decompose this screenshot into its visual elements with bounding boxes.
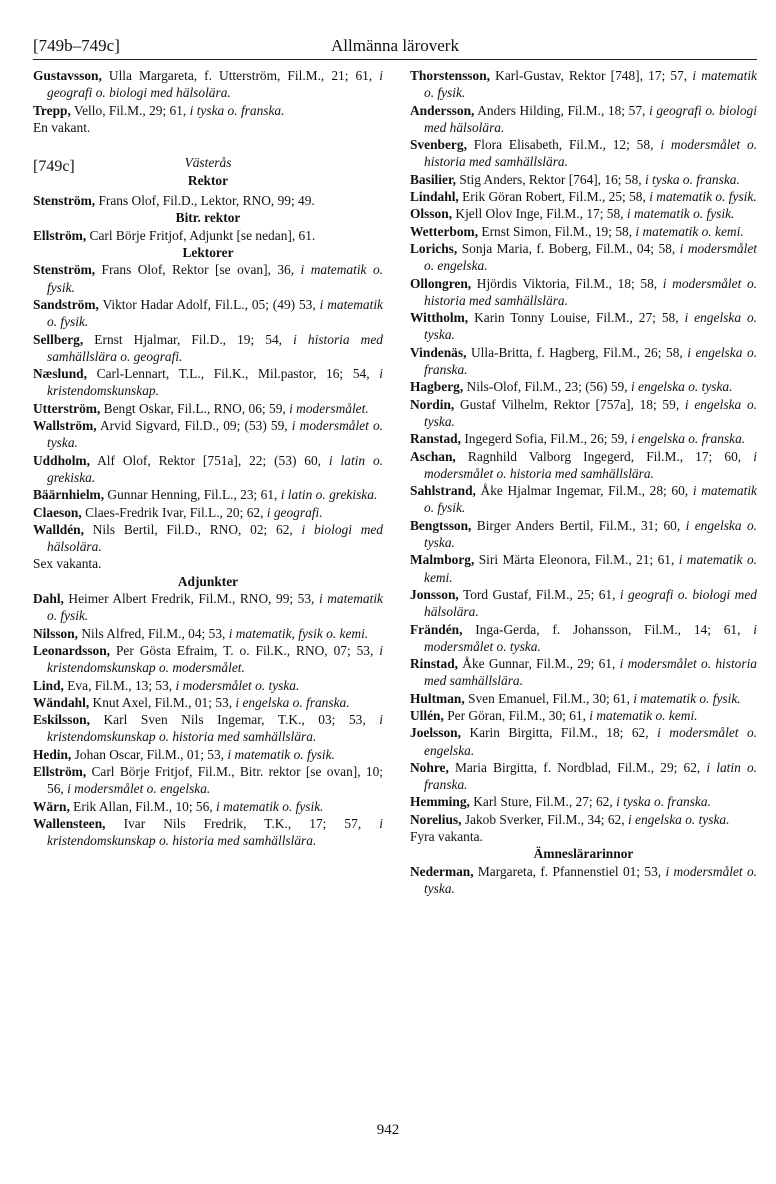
- staff-subjects: i matematik o. fysik.: [47, 262, 383, 295]
- staff-entry: [33, 227, 383, 244]
- staff-subjects: i engelska o. tyska.: [424, 310, 757, 343]
- staff-details: Siri Märta Eleonora, Fil.M., 21; 61,: [474, 552, 679, 568]
- staff-details: Knut Axel, Fil.M., 01; 53,: [89, 694, 236, 710]
- staff-entry: [410, 863, 757, 898]
- vacancy-note: En vakant.: [33, 119, 91, 135]
- staff-subjects: i engelska o. franska.: [424, 344, 757, 378]
- staff-name: Nilsson,: [33, 625, 79, 641]
- staff-name: Rinstad,: [410, 656, 458, 672]
- staff-details: Tord Gustaf, Fil.M., 25; 61,: [458, 586, 620, 602]
- staff-details: Claes-Fredrik Ivar, Fil.L., 20; 62,: [81, 504, 267, 520]
- vacancy-note: Fyra vakanta.: [410, 829, 483, 845]
- staff-entry: [410, 102, 757, 137]
- adjunkter-heading: Adjunkter: [177, 573, 239, 589]
- staff-subjects: i engelska o. tyska.: [424, 396, 757, 429]
- staff-details: Sven Emanuel, Fil.M., 30; 61,: [464, 690, 634, 706]
- staff-name: Næslund,: [33, 366, 87, 382]
- staff-subjects: i modersmålet o. tyska.: [47, 418, 383, 451]
- staff-subjects: i engelska o. tyska.: [630, 379, 733, 395]
- staff-details: Karin Tonny Louise, Fil.M., 27; 58,: [468, 310, 685, 326]
- staff-subjects: i engelska o. franska.: [235, 694, 350, 710]
- staff-subjects: i matematik o. kemi.: [424, 552, 757, 585]
- staff-subjects: i engelska o. tyska.: [424, 517, 757, 551]
- staff-details: Hjördis Viktoria, Fil.M., 18; 58,: [471, 275, 663, 291]
- staff-entry: [33, 452, 383, 487]
- staff-subjects: i engelska o. franska.: [630, 431, 746, 447]
- staff-entry: [410, 811, 757, 828]
- staff-subjects: i kristendomskunskap o. historia med samhällslära.: [47, 815, 383, 849]
- staff-name: Norelius,: [410, 811, 462, 827]
- staff-subjects: i historia med samhällslära o. geografi.: [47, 331, 383, 364]
- staff-subjects: i modersmålet o. historia med samhällslära.: [424, 448, 757, 481]
- staff-name: Wärn,: [33, 798, 70, 814]
- staff-entry: [410, 67, 757, 102]
- staff-name: Wetterbom,: [410, 223, 479, 239]
- staff-entry: [410, 378, 757, 395]
- staff-details: Karl Sture, Fil.M., 27; 62,: [469, 794, 617, 810]
- staff-subjects: i matematik, fysik o. kemi.: [228, 625, 369, 641]
- staff-details: Stig Anders, Rektor [764], 16; 58,: [456, 171, 645, 187]
- staff-entry: [33, 642, 383, 677]
- staff-name: Malmborg,: [410, 552, 475, 568]
- staff-entry: [33, 625, 383, 642]
- staff-entry: [33, 521, 383, 556]
- staff-name: Uddholm,: [33, 452, 90, 468]
- staff-subjects: i geografi o. biologi med hälsolära.: [47, 68, 383, 101]
- staff-entry: [410, 724, 757, 759]
- staff-details: Frans Olof, Fil.D., Lektor, RNO, 99; 49.: [95, 193, 315, 209]
- staff-name: Nordin,: [410, 396, 455, 412]
- staff-name: Bäärnhielm,: [33, 487, 105, 503]
- staff-name: Nohre,: [410, 759, 449, 775]
- staff-details: Karl Sven Nils Ingemar, T.K., 03; 53,: [89, 712, 380, 728]
- staff-details: Margareta, f. Pfannenstiel 01; 53,: [473, 863, 666, 879]
- staff-subjects: i geografi o. biologi med hälsolära.: [424, 586, 757, 620]
- lektorer-list: [33, 261, 383, 555]
- staff-name: Frändén,: [410, 621, 463, 637]
- staff-subjects: i biologi med hälsolära.: [47, 521, 383, 555]
- lektorer-heading: Lektorer: [182, 245, 234, 261]
- staff-name: Ranstad,: [410, 431, 461, 447]
- staff-subjects: i latin o. grekiska.: [47, 452, 384, 485]
- staff-entry: [410, 188, 757, 205]
- staff-details: Per Göran, Fil.M., 30; 61,: [443, 707, 590, 723]
- staff-name: Nederman,: [410, 863, 474, 879]
- staff-name: Sellberg,: [33, 331, 84, 347]
- staff-name: Walldén,: [33, 521, 84, 537]
- staff-subjects: i kristendomskunskap.: [47, 366, 383, 399]
- staff-subjects: i tyska o. franska.: [189, 102, 285, 118]
- city-heading-block: [33, 154, 383, 192]
- staff-entry: [33, 763, 383, 798]
- staff-entry: [410, 621, 757, 656]
- section-number: [749c]: [33, 158, 75, 176]
- staff-name: Wändahl,: [33, 694, 90, 710]
- staff-subjects: i latin o. grekiska.: [280, 487, 378, 503]
- section-range: [749b–749c]: [33, 36, 120, 55]
- staff-subjects: i modersmålet o. engelska.: [424, 240, 757, 274]
- staff-entry: [33, 798, 383, 815]
- staff-entry: [410, 690, 757, 707]
- staff-entry: [410, 430, 757, 447]
- staff-entry: [410, 205, 757, 222]
- staff-subjects: i modersmålet o. engelska.: [424, 725, 758, 758]
- staff-name: Wallström,: [33, 418, 97, 434]
- staff-entry: [33, 677, 383, 694]
- staff-details: Bengt Oskar, Fil.L., RNO, 06; 59,: [100, 400, 290, 416]
- staff-entry: [33, 486, 383, 503]
- staff-details: Eva, Fil.M., 13; 53,: [63, 677, 176, 693]
- staff-name: Leonardsson,: [33, 642, 111, 658]
- staff-entry: [33, 504, 383, 521]
- staff-subjects: i matematik o. fysik.: [633, 690, 741, 706]
- staff-name: Wittholm,: [410, 310, 469, 326]
- staff-details: Erik Göran Robert, Fil.M., 25; 58,: [458, 189, 650, 205]
- staff-entry: [33, 815, 383, 850]
- staff-entry: [410, 344, 757, 379]
- staff-name: Trepp,: [33, 102, 71, 118]
- vacancy-note: Sex vakanta.: [33, 556, 102, 572]
- staff-entry: [33, 590, 383, 625]
- staff-name: Ullén,: [410, 707, 444, 723]
- staff-subjects: i matematik o. fysik.: [649, 189, 757, 205]
- staff-details: Nils Alfred, Fil.M., 04; 53,: [78, 625, 229, 641]
- amneslararinnor-list: [410, 863, 757, 898]
- staff-details: Viktor Hadar Adolf, Fil.L., 05; (49) 53,: [98, 296, 320, 312]
- bitr-rektor-heading: Bitr. rektor: [175, 210, 241, 226]
- staff-details: Ernst Simon, Fil.M., 19; 58,: [478, 223, 636, 239]
- staff-name: Olsson,: [410, 206, 453, 222]
- staff-details: Ingegerd Sofia, Fil.M., 26; 59,: [460, 431, 631, 447]
- staff-details: Erik Allan, Fil.M., 10; 56,: [69, 798, 217, 814]
- adjunkter-list: [33, 590, 383, 849]
- staff-subjects: i kristendomskunskap o. modersmålet.: [47, 642, 383, 676]
- staff-details: Karl-Gustav, Rektor [748], 17; 57,: [490, 68, 693, 83]
- staff-details: Nils-Olof, Fil.M., 23; (56) 59,: [463, 379, 631, 395]
- staff-subjects: i matematik o. fysik.: [424, 68, 757, 101]
- staff-name: Thorstensson,: [410, 68, 490, 83]
- staff-details: Anders Hilding, Fil.M., 18; 57,: [474, 102, 650, 118]
- city-name: Västerås: [184, 155, 232, 171]
- staff-entry: [33, 400, 383, 417]
- rektor-list: [33, 192, 383, 209]
- staff-subjects: i latin o. franska.: [424, 759, 757, 793]
- adjunkter-list-continued: [410, 67, 757, 828]
- staff-subjects: i modersmålet o. engelska.: [67, 781, 211, 797]
- staff-subjects: i modersmålet.: [289, 400, 369, 416]
- staff-name: Sahlstrand,: [410, 483, 476, 499]
- staff-entry: [410, 793, 757, 810]
- staff-entry: [33, 365, 383, 400]
- staff-entry: [410, 223, 757, 240]
- staff-details: Åke Gunnar, Fil.M., 29; 61,: [458, 656, 620, 672]
- staff-subjects: i tyska o. franska.: [616, 794, 711, 810]
- staff-entry: [410, 448, 757, 483]
- staff-name: Aschan,: [410, 448, 456, 464]
- staff-details: Frans Olof, Rektor [se ovan], 36,: [95, 262, 301, 278]
- staff-details: Carl-Lennart, T.L., Fil.K., Mil.pastor, 16; 54,: [86, 366, 380, 382]
- staff-entry: [33, 261, 383, 296]
- staff-name: Hemming,: [410, 794, 470, 810]
- staff-name: Ellström,: [33, 227, 87, 243]
- rektor-heading: Rektor: [187, 173, 229, 189]
- staff-details: Birger Anders Bertil, Fil.M., 31; 60,: [471, 517, 686, 533]
- staff-subjects: i modersmålet o. tyska.: [175, 677, 300, 693]
- staff-details: Ivar Nils Fredrik, T.K., 17; 57,: [105, 815, 380, 831]
- staff-subjects: i engelska o. tyska.: [627, 811, 730, 827]
- top-entries: [33, 67, 383, 119]
- staff-entry: [410, 136, 757, 171]
- staff-name: Lind,: [33, 677, 64, 693]
- staff-details: Jakob Sverker, Fil.M., 34; 62,: [461, 811, 628, 827]
- staff-subjects: i matematik o. fysik.: [47, 296, 383, 330]
- staff-name: Joelsson,: [410, 725, 461, 741]
- staff-entry: [410, 551, 757, 586]
- staff-details: Carl Börje Fritjof, Fil.M., Bitr. rektor [se ovan], 10; 56,: [47, 763, 383, 797]
- staff-subjects: i modersmålet o. historia med samhällslära.: [424, 275, 758, 308]
- staff-details: Gustaf Vilhelm, Rektor [757a], 18; 59,: [454, 396, 685, 412]
- staff-name: Claeson,: [33, 504, 82, 520]
- bitr-rektor-list: [33, 227, 383, 244]
- staff-name: Stenström,: [33, 193, 96, 209]
- staff-details: Nils Bertil, Fil.D., RNO, 02; 62,: [83, 521, 302, 537]
- staff-subjects: i modersmålet o. tyska.: [424, 863, 757, 896]
- staff-subjects: i modersmålet o. historia med samhällslära.: [424, 137, 758, 170]
- staff-details: Per Gösta Efraim, T. o. Fil.K., RNO, 07; 53,: [110, 642, 380, 658]
- staff-entry: [410, 586, 757, 621]
- staff-details: Arvid Sigvard, Fil.D., 09; (53) 59,: [96, 418, 292, 434]
- staff-name: Sandström,: [33, 296, 99, 312]
- staff-subjects: i matematik o. fysik.: [424, 483, 757, 516]
- staff-name: Ollongren,: [410, 275, 472, 291]
- staff-details: Carl Börje Fritjof, Adjunkt [se nedan], 61.: [86, 227, 316, 243]
- staff-subjects: i matematik o. fysik.: [626, 206, 735, 222]
- staff-details: Kjell Olov Inge, Fil.M., 17; 58,: [452, 206, 627, 222]
- staff-name: Lorichs,: [410, 240, 458, 256]
- staff-subjects: i matematik o. kemi.: [589, 707, 698, 723]
- staff-subjects: i matematik o. kemi.: [635, 223, 744, 239]
- staff-details: Sonja Maria, f. Boberg, Fil.M., 04; 58,: [457, 240, 680, 256]
- staff-name: Wallensteen,: [33, 815, 106, 831]
- staff-name: Gustavsson,: [33, 68, 102, 83]
- staff-entry: [410, 759, 757, 794]
- staff-entry: [410, 275, 757, 310]
- staff-entry: [33, 192, 383, 209]
- staff-entry: [410, 396, 757, 431]
- staff-details: Maria Birgitta, f. Nordblad, Fil.M., 29; 62,: [448, 759, 707, 775]
- staff-entry: [33, 711, 383, 746]
- staff-entry: [410, 707, 757, 724]
- staff-name: Vindenäs,: [410, 344, 467, 360]
- running-title: Allmänna läroverk: [331, 36, 459, 55]
- staff-details: Ernst Hjalmar, Fil.D., 19; 54,: [83, 331, 294, 347]
- staff-entry: [33, 67, 383, 102]
- staff-entry: [33, 694, 383, 711]
- staff-name: Andersson,: [410, 102, 475, 118]
- amneslararinnor-heading: Ämneslärarinnor: [533, 846, 634, 862]
- staff-name: Basilier,: [410, 171, 457, 187]
- staff-details: Åke Hjalmar Ingemar, Fil.M., 28; 60,: [475, 483, 693, 499]
- staff-name: Ellström,: [33, 763, 87, 779]
- staff-details: Gunnar Henning, Fil.L., 23; 61,: [104, 487, 281, 503]
- staff-name: Dahl,: [33, 591, 64, 607]
- staff-entry: [33, 102, 383, 119]
- staff-name: Hultman,: [410, 690, 465, 706]
- staff-details: Ulla-Britta, f. Hagberg, Fil.M., 26; 58,: [466, 344, 688, 360]
- staff-entry: [410, 309, 757, 344]
- page-number: 942: [376, 1122, 400, 1138]
- staff-subjects: i modersmålet o. tyska.: [424, 621, 757, 654]
- staff-details: Ulla Margareta, f. Utterström, Fil.M., 21; 61,: [101, 68, 380, 83]
- staff-entry: [33, 746, 383, 763]
- staff-name: Bengtsson,: [410, 517, 472, 533]
- staff-subjects: i matematik o. fysik.: [216, 798, 324, 814]
- staff-details: Johan Oscar, Fil.M., 01; 53,: [71, 746, 228, 762]
- staff-details: Vello, Fil.M., 29; 61,: [70, 102, 190, 118]
- staff-entry: [410, 482, 757, 517]
- staff-name: Stenström,: [33, 262, 96, 278]
- staff-subjects: i matematik o. fysik.: [47, 591, 383, 624]
- right-column: [410, 67, 757, 897]
- left-column: [33, 67, 383, 849]
- staff-entry: [33, 331, 383, 366]
- staff-name: Lindahl,: [410, 189, 459, 205]
- staff-name: Hagberg,: [410, 379, 464, 395]
- staff-name: Eskilsson,: [33, 712, 90, 728]
- staff-entry: [33, 417, 383, 452]
- staff-subjects: i geografi.: [266, 504, 323, 520]
- staff-entry: [410, 240, 757, 275]
- staff-entry: [410, 655, 757, 690]
- page-header: [33, 33, 757, 60]
- staff-entry: [410, 171, 757, 188]
- staff-details: Karin Birgitta, Fil.M., 18; 62,: [460, 725, 658, 741]
- staff-details: Flora Elisabeth, Fil.M., 12; 58,: [466, 137, 661, 153]
- staff-subjects: i tyska o. franska.: [644, 171, 740, 187]
- staff-name: Jonsson,: [410, 586, 459, 602]
- staff-subjects: i modersmålet o. historia med samhällslära.: [424, 656, 757, 689]
- staff-subjects: i kristendomskunskap o. historia med samhällslära.: [47, 712, 383, 745]
- staff-details: Ragnhild Valborg Ingegerd, Fil.M., 17; 60,: [455, 448, 754, 464]
- staff-subjects: i matematik o. fysik.: [227, 746, 335, 762]
- staff-name: Utterström,: [33, 400, 101, 416]
- staff-details: Heimer Albert Fredrik, Fil.M., RNO, 99; 53,: [63, 591, 319, 607]
- staff-entry: [410, 517, 757, 552]
- staff-subjects: i geografi o. biologi med hälsolära.: [424, 102, 757, 135]
- staff-name: Svenberg,: [410, 137, 467, 153]
- staff-details: Inga-Gerda, f. Johansson, Fil.M., 14; 61,: [462, 621, 754, 637]
- staff-entry: [33, 296, 383, 331]
- staff-name: Hedin,: [33, 746, 72, 762]
- staff-details: Alf Olof, Rektor [751a], 22; (53) 60,: [89, 452, 329, 468]
